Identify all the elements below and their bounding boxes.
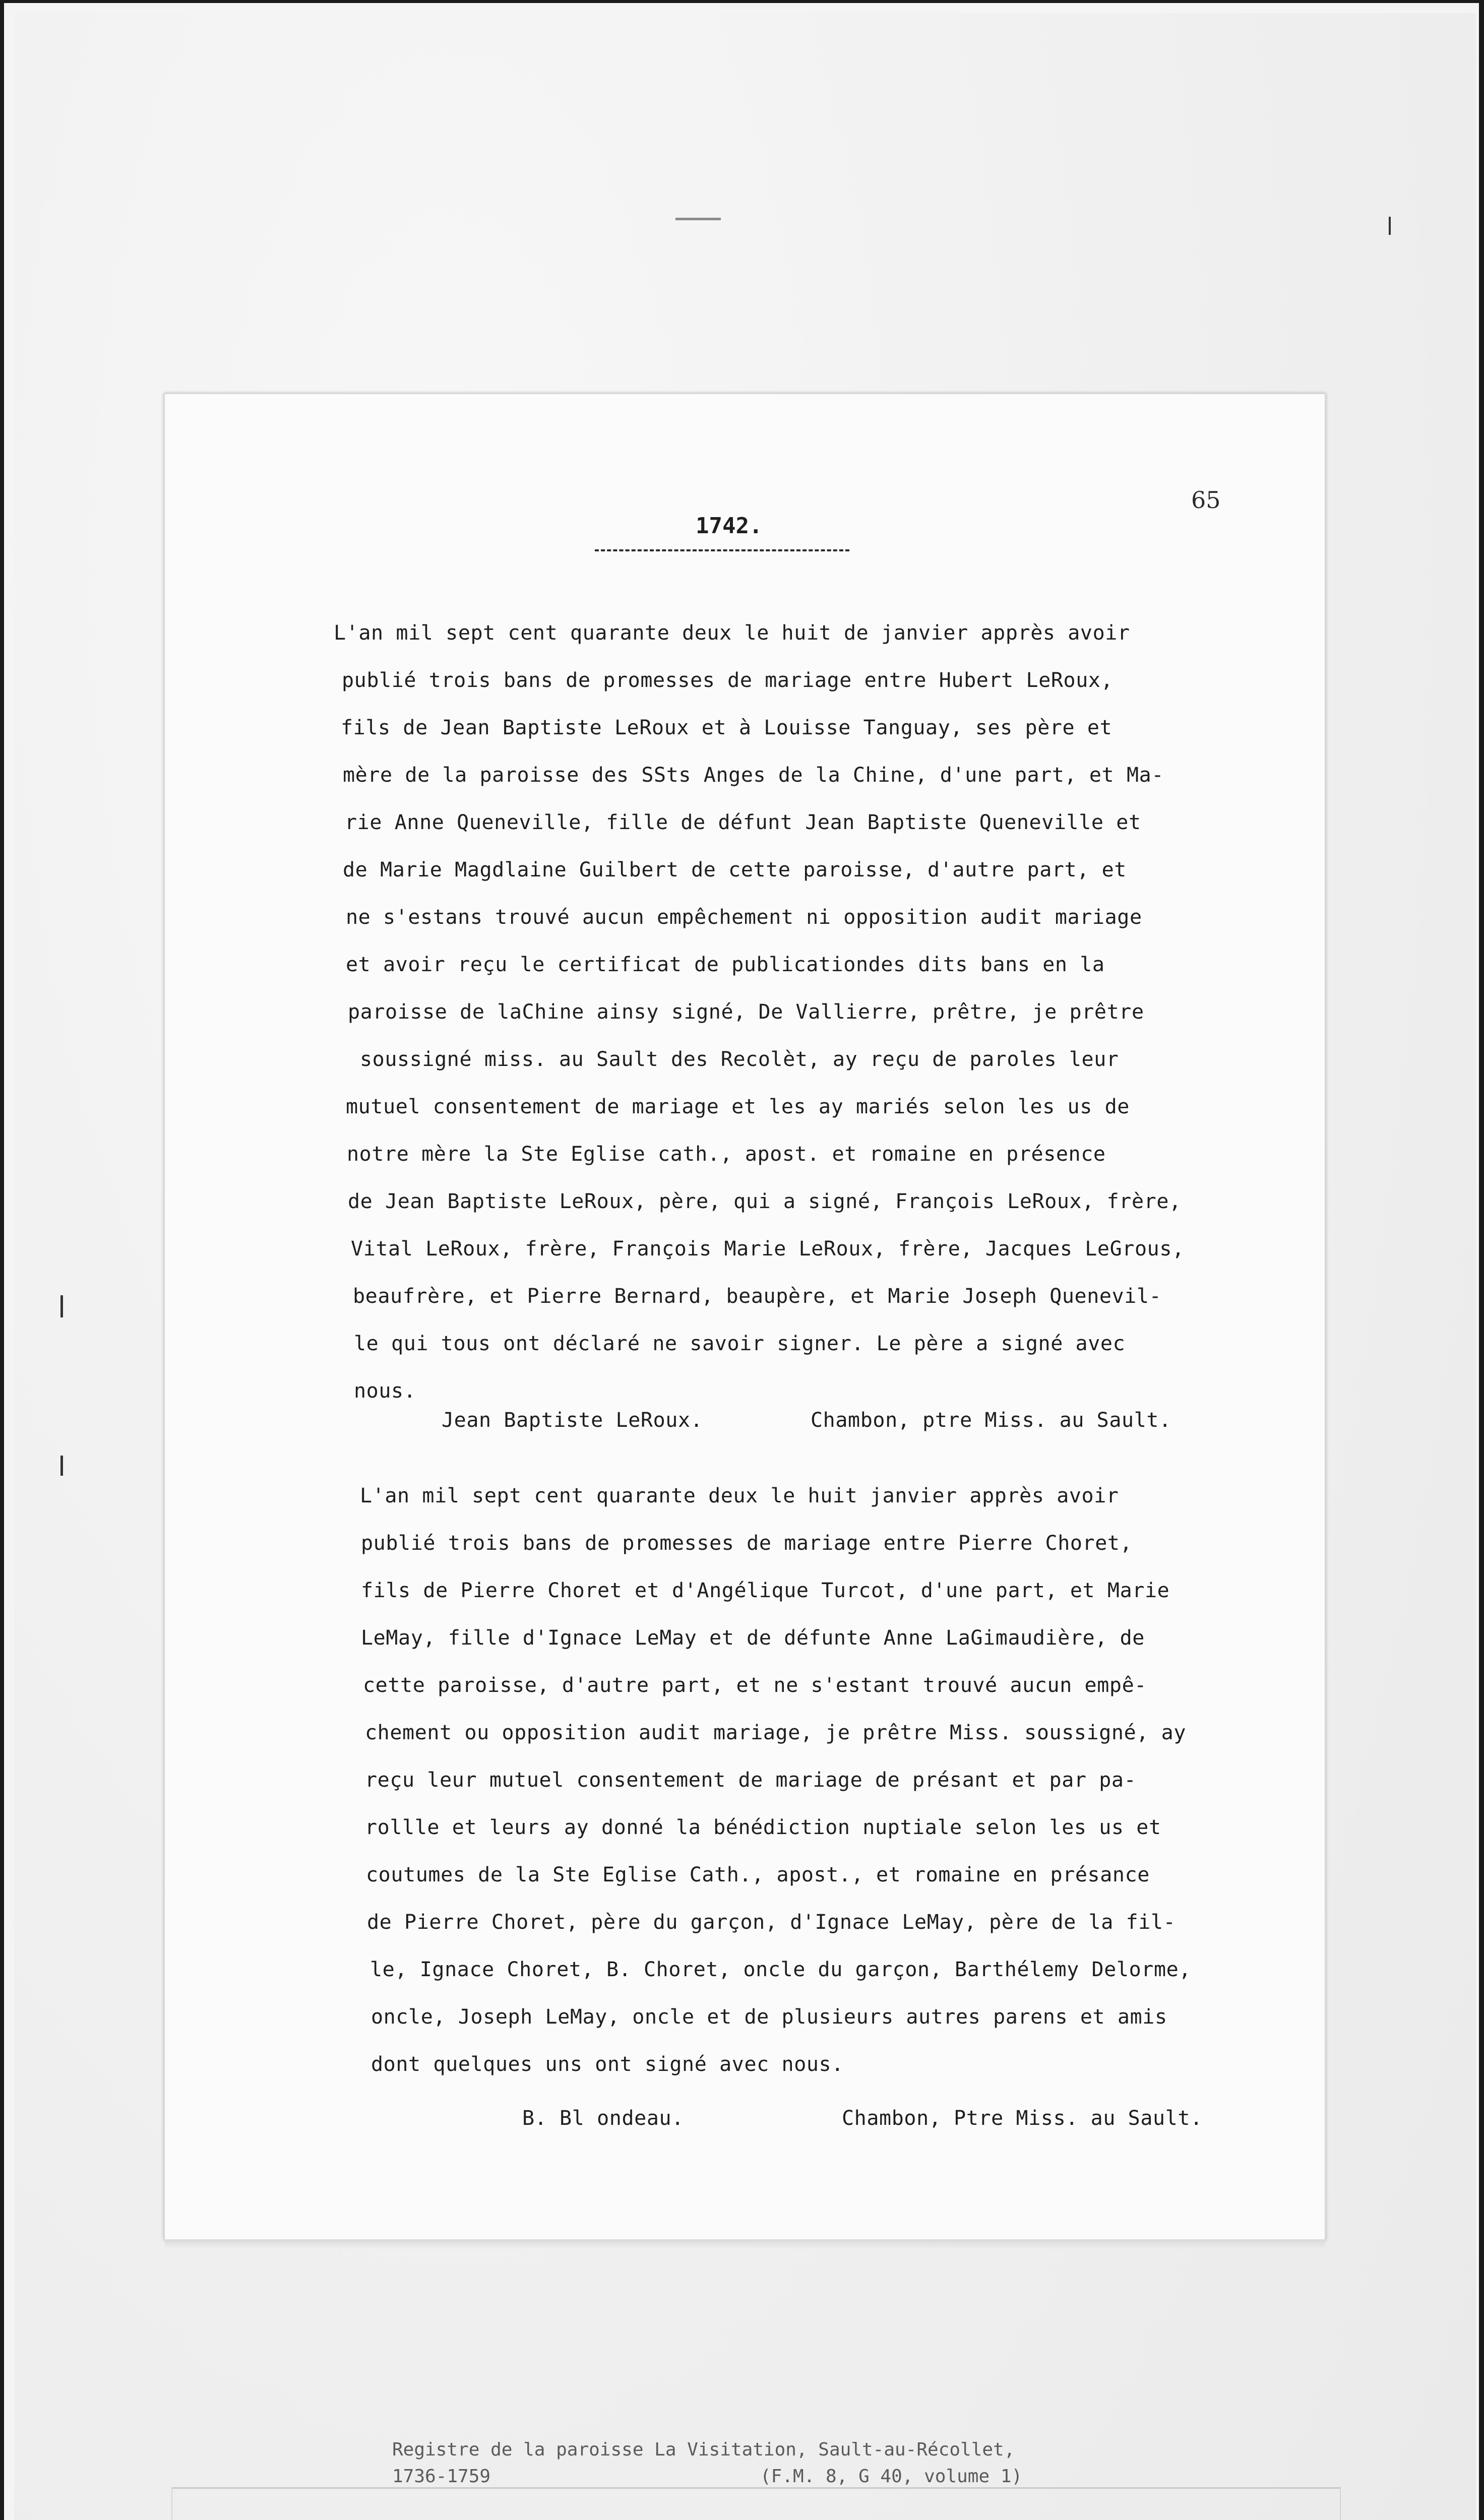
- entry-line: LeMay, fille d'Ignace LeMay et de défunte Anne LaGimaudière, de: [361, 1626, 1145, 1650]
- signature-priest: Chambon, Ptre Miss. au Sault.: [842, 2107, 1203, 2130]
- entry-line: L'an mil sept cent quarante deux le huit janvier apprès avoir: [360, 1484, 1119, 1507]
- entry-line: dont quelques uns ont signé avec nous.: [371, 2053, 844, 2076]
- caption-register-title: Registre de la paroisse La Visitation, Sault-au-Récollet,: [392, 2439, 1015, 2460]
- caption-date-range: 1736-1759: [392, 2466, 491, 2487]
- scan-mark: [60, 1456, 63, 1476]
- entry-line: fils de Jean Baptiste LeRoux et à Louisse Tanguay, ses père et: [341, 716, 1112, 739]
- entry-line: publié trois bans de promesses de mariage entre Hubert LeRoux,: [342, 669, 1114, 692]
- entry-line: oncle, Joseph LeMay, oncle et de plusieurs autres parens et amis: [371, 2005, 1167, 2029]
- entry-line: reçu leur mutuel consentement de mariage de présant et par pa-: [365, 1769, 1137, 1792]
- entry-line: le qui tous ont déclaré ne savoir signer. Le père a signé avec: [354, 1332, 1126, 1355]
- entry-line: L'an mil sept cent quarante deux le huit de janvier apprès avoir: [334, 621, 1130, 645]
- entry-line: rollle et leurs ay donné la bénédiction nuptiale selon les us et: [365, 1816, 1161, 1839]
- entry-line: publié trois bans de promesses de mariage entre Pierre Choret,: [361, 1532, 1133, 1555]
- entry-line: le, Ignace Choret, B. Choret, oncle du garçon, Barthélemy Delorme,: [370, 1958, 1192, 1981]
- entry-line: nous.: [354, 1379, 416, 1403]
- signature-father: Jean Baptiste LeRoux.: [442, 1409, 703, 1432]
- entry-line: coutumes de la Ste Eglise Cath., apost., et romaine en présance: [366, 1863, 1150, 1886]
- entry-line: rie Anne Queneville, fille de défunt Jean Baptiste Queneville et: [345, 811, 1141, 834]
- entry-line: beaufrère, et Pierre Bernard, beaupère, et Marie Joseph Quenevil-: [353, 1285, 1162, 1308]
- archive-stamp-box: [171, 2487, 1341, 2520]
- scan-mark: [60, 1295, 63, 1317]
- entry-line: de Marie Magdlaine Guilbert de cette paroisse, d'autre part, et: [343, 858, 1127, 881]
- entry-line: mutuel consentement de mariage et les ay mariés selon les us de: [346, 1095, 1130, 1118]
- entry-line: et avoir reçu le certificat de publicationdes dits bans en la: [346, 953, 1105, 976]
- year-underline: [595, 549, 849, 551]
- entry-line: chement ou opposition audit mariage, je prêtre Miss. soussigné, ay: [365, 1721, 1187, 1744]
- signature-priest: Chambon, ptre Miss. au Sault.: [811, 1409, 1171, 1432]
- entry-line: mère de la paroisse des SSts Anges de la Chine, d'une part, et Ma-: [343, 764, 1164, 787]
- entry-line: de Jean Baptiste LeRoux, père, qui a signé, François LeRoux, frère,: [348, 1190, 1182, 1213]
- entry-line: ne s'estans trouvé aucun empêchement ni opposition audit mariage: [346, 906, 1142, 929]
- entry-line: fils de Pierre Choret et d'Angélique Turcot, d'une part, et Marie: [361, 1579, 1170, 1602]
- entry-line: cette paroisse, d'autre part, et ne s'estant trouvé aucun empê-: [363, 1674, 1147, 1697]
- scan-mark: [675, 218, 721, 220]
- entry-line: de Pierre Choret, père du garçon, d'Ignace LeMay, père de la fil-: [367, 1911, 1176, 1934]
- caption-reference: (F.M. 8, G 40, volume 1): [760, 2466, 1023, 2487]
- entry-line: soussigné miss. au Sault des Recolèt, ay reçu de paroles leur: [360, 1048, 1119, 1071]
- entry-line: Vital LeRoux, frère, François Marie LeRoux, frère, Jacques LeGrous,: [351, 1237, 1185, 1261]
- document-year: 1742.: [696, 513, 763, 539]
- signature-witness: B. Bl ondeau.: [522, 2107, 684, 2130]
- scan-mark: [1389, 217, 1391, 235]
- page-number: 65: [1191, 486, 1221, 514]
- entry-line: notre mère la Ste Eglise cath., apost. et romaine en présence: [347, 1143, 1106, 1166]
- entry-line: paroisse de laChine ainsy signé, De Vallierre, prêtre, je prêtre: [348, 1000, 1144, 1024]
